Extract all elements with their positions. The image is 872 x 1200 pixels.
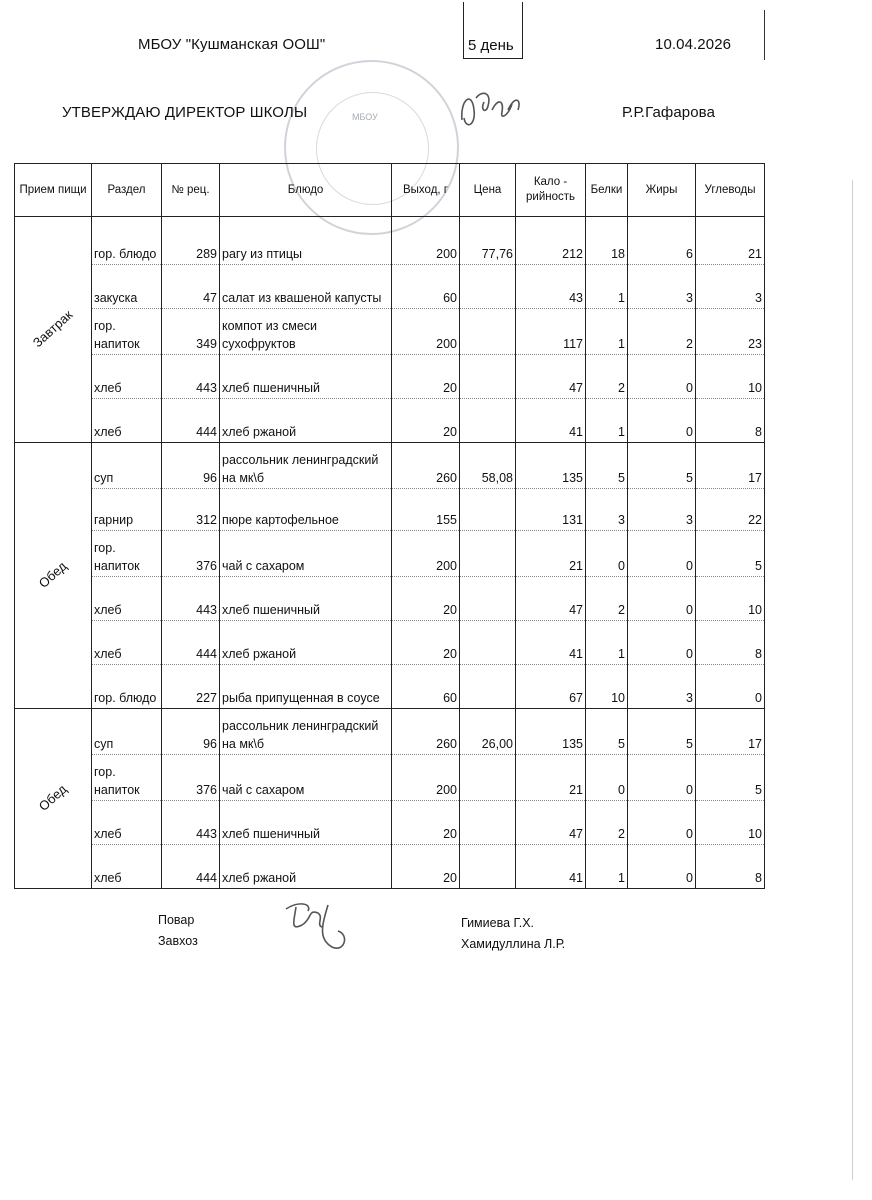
menu-row [15,399,765,443]
cell-section: суп [92,709,162,755]
cell-section: гор. напиток [92,309,162,355]
cell-proteins: 1 [586,399,628,443]
cell-dish: чай с сахаром [220,755,392,801]
cell-price [460,355,516,399]
cell-proteins: 3 [586,489,628,531]
cell-dish: хлеб пшеничный [220,577,392,621]
cell-fats: 0 [628,355,696,399]
cell-proteins: 1 [586,309,628,355]
cell-carbs: 17 [696,443,765,489]
cell-price: 26,00 [460,709,516,755]
cell-recipe: 289 [162,217,220,265]
cell-price [460,621,516,665]
cell-calories: 135 [516,709,586,755]
cell-yield: 20 [392,355,460,399]
cell-yield: 20 [392,801,460,845]
cell-carbs: 23 [696,309,765,355]
cell-price: 77,76 [460,217,516,265]
cell-recipe: 47 [162,265,220,309]
cell-fats: 2 [628,309,696,355]
cell-price [460,845,516,889]
cell-dish: рыба припущенная в соусе [220,665,392,709]
cell-carbs: 8 [696,621,765,665]
cell-dish: рассольник ленинградский на мк\б [220,443,392,489]
meal-label: Обед [35,558,70,591]
cell-dish: салат из квашеной капусты [220,265,392,309]
cell-fats: 3 [628,489,696,531]
cell-recipe: 227 [162,665,220,709]
meal-label: Обед [35,781,70,814]
menu-row [15,309,765,355]
cell-proteins: 1 [586,265,628,309]
cell-calories: 117 [516,309,586,355]
cell-proteins: 10 [586,665,628,709]
col-carbs: Углеводы [696,164,765,217]
school-name: МБОУ "Кушманская ООШ" [138,36,326,53]
cell-calories: 21 [516,755,586,801]
cell-yield: 200 [392,755,460,801]
cell-dish: хлеб пшеничный [220,801,392,845]
cook-signature [278,895,368,955]
menu-row [15,489,765,531]
menu-row [15,443,765,489]
cell-calories: 41 [516,845,586,889]
cell-proteins: 2 [586,801,628,845]
col-recipe: № рец. [162,164,220,217]
cell-yield: 260 [392,709,460,755]
cell-yield: 200 [392,309,460,355]
menu-row [15,665,765,709]
cell-price [460,665,516,709]
cell-recipe: 349 [162,309,220,355]
cell-dish: хлеб ржаной [220,621,392,665]
cell-recipe: 444 [162,621,220,665]
cell-section: хлеб [92,801,162,845]
menu-row [15,355,765,399]
cook-role: Повар [158,913,195,927]
col-price: Цена [460,164,516,217]
cell-proteins: 5 [586,443,628,489]
cell-carbs: 8 [696,399,765,443]
cell-section: гор. блюдо [92,665,162,709]
cell-fats: 3 [628,665,696,709]
cell-recipe: 443 [162,801,220,845]
approval-title: УТВЕРЖДАЮ ДИРЕКТОР ШКОЛЫ [62,104,308,121]
cell-carbs: 10 [696,355,765,399]
cell-fats: 0 [628,845,696,889]
cell-fats: 0 [628,577,696,621]
cell-fats: 5 [628,709,696,755]
storekeeper-name: Хамидуллина Л.Р. [461,937,566,951]
header-divider [764,10,765,60]
menu-row [15,801,765,845]
cell-calories: 131 [516,489,586,531]
col-dish: Блюдо [220,164,392,217]
cell-price [460,755,516,801]
cell-section: хлеб [92,845,162,889]
cell-recipe: 96 [162,443,220,489]
cell-calories: 41 [516,621,586,665]
cell-dish: рассольник ленинградский на мк\б [220,709,392,755]
cell-section: хлеб [92,399,162,443]
cell-recipe: 443 [162,355,220,399]
cell-calories: 47 [516,577,586,621]
director-signature [452,80,532,140]
cell-dish: хлеб пшеничный [220,355,392,399]
cell-dish: чай с сахаром [220,531,392,577]
cell-yield: 155 [392,489,460,531]
cell-carbs: 10 [696,801,765,845]
menu-body [15,217,765,889]
cell-price [460,801,516,845]
cell-calories: 135 [516,443,586,489]
cell-recipe: 443 [162,577,220,621]
menu-row [15,845,765,889]
menu-row [15,577,765,621]
cell-yield: 20 [392,845,460,889]
col-proteins: Белки [586,164,628,217]
cell-section: гор. блюдо [92,217,162,265]
cell-calories: 47 [516,801,586,845]
menu-date: 10.04.2026 [655,36,732,53]
cell-section: хлеб [92,577,162,621]
cell-price [460,531,516,577]
col-calories: Кало - рийность [516,164,586,217]
cell-proteins: 2 [586,577,628,621]
col-meal: Прием пищи [15,164,92,217]
cell-price [460,489,516,531]
cell-yield: 60 [392,265,460,309]
cell-carbs: 8 [696,845,765,889]
menu-row [15,217,765,265]
cell-yield: 20 [392,577,460,621]
director-name: Р.Р.Гафарова [622,104,716,121]
cell-section: гор. напиток [92,531,162,577]
col-section: Раздел [92,164,162,217]
meal-label: Завтрак [29,307,76,351]
cell-yield: 200 [392,217,460,265]
cell-fats: 0 [628,755,696,801]
menu-row [15,531,765,577]
cell-carbs: 5 [696,755,765,801]
cell-section: гарнир [92,489,162,531]
cell-yield: 200 [392,531,460,577]
cell-recipe: 444 [162,399,220,443]
cell-carbs: 5 [696,531,765,577]
menu-table [14,163,765,889]
cell-proteins: 1 [586,621,628,665]
day-number: 5 день [468,37,514,54]
cell-carbs: 3 [696,265,765,309]
cell-proteins: 18 [586,217,628,265]
cell-price [460,265,516,309]
cell-carbs: 21 [696,217,765,265]
menu-row [15,709,765,755]
cell-calories: 21 [516,531,586,577]
storekeeper-role: Завхоз [158,934,198,948]
school-seal: МБОУ [284,60,459,235]
cell-price [460,309,516,355]
cell-recipe: 312 [162,489,220,531]
cell-fats: 0 [628,531,696,577]
menu-row [15,621,765,665]
cell-price [460,577,516,621]
scan-edge-line [852,180,853,1180]
cell-recipe: 96 [162,709,220,755]
cell-recipe: 444 [162,845,220,889]
cook-name: Гимиева Г.Х. [461,916,535,930]
meal-label-cell [15,443,92,709]
cell-fats: 0 [628,621,696,665]
col-yield: Выход, г [392,164,460,217]
cell-yield: 260 [392,443,460,489]
menu-row [15,755,765,801]
cell-calories: 212 [516,217,586,265]
cell-price [460,399,516,443]
cell-calories: 43 [516,265,586,309]
cell-calories: 41 [516,399,586,443]
cell-dish: рагу из птицы [220,217,392,265]
cell-dish: хлеб ржаной [220,399,392,443]
col-fats: Жиры [628,164,696,217]
cell-proteins: 5 [586,709,628,755]
cell-section: гор. напиток [92,755,162,801]
cell-dish: пюре картофельное [220,489,392,531]
cell-dish: компот из смеси сухофруктов [220,309,392,355]
cell-carbs: 17 [696,709,765,755]
cell-carbs: 0 [696,665,765,709]
cell-yield: 20 [392,399,460,443]
cell-section: закуска [92,265,162,309]
cell-fats: 6 [628,217,696,265]
meal-label-cell [15,709,92,889]
meal-label-cell [15,217,92,443]
cell-calories: 67 [516,665,586,709]
table-header-row [15,164,765,217]
cell-proteins: 1 [586,845,628,889]
cell-fats: 0 [628,399,696,443]
cell-calories: 47 [516,355,586,399]
cell-yield: 20 [392,621,460,665]
cell-carbs: 10 [696,577,765,621]
cell-recipe: 376 [162,531,220,577]
cell-yield: 60 [392,665,460,709]
cell-price: 58,08 [460,443,516,489]
cell-recipe: 376 [162,755,220,801]
cell-section: суп [92,443,162,489]
cell-proteins: 2 [586,355,628,399]
cell-dish: хлеб ржаной [220,845,392,889]
cell-section: хлеб [92,621,162,665]
cell-fats: 5 [628,443,696,489]
cell-proteins: 0 [586,755,628,801]
menu-row [15,265,765,309]
cell-carbs: 22 [696,489,765,531]
cell-fats: 0 [628,801,696,845]
cell-proteins: 0 [586,531,628,577]
cell-fats: 3 [628,265,696,309]
cell-section: хлеб [92,355,162,399]
